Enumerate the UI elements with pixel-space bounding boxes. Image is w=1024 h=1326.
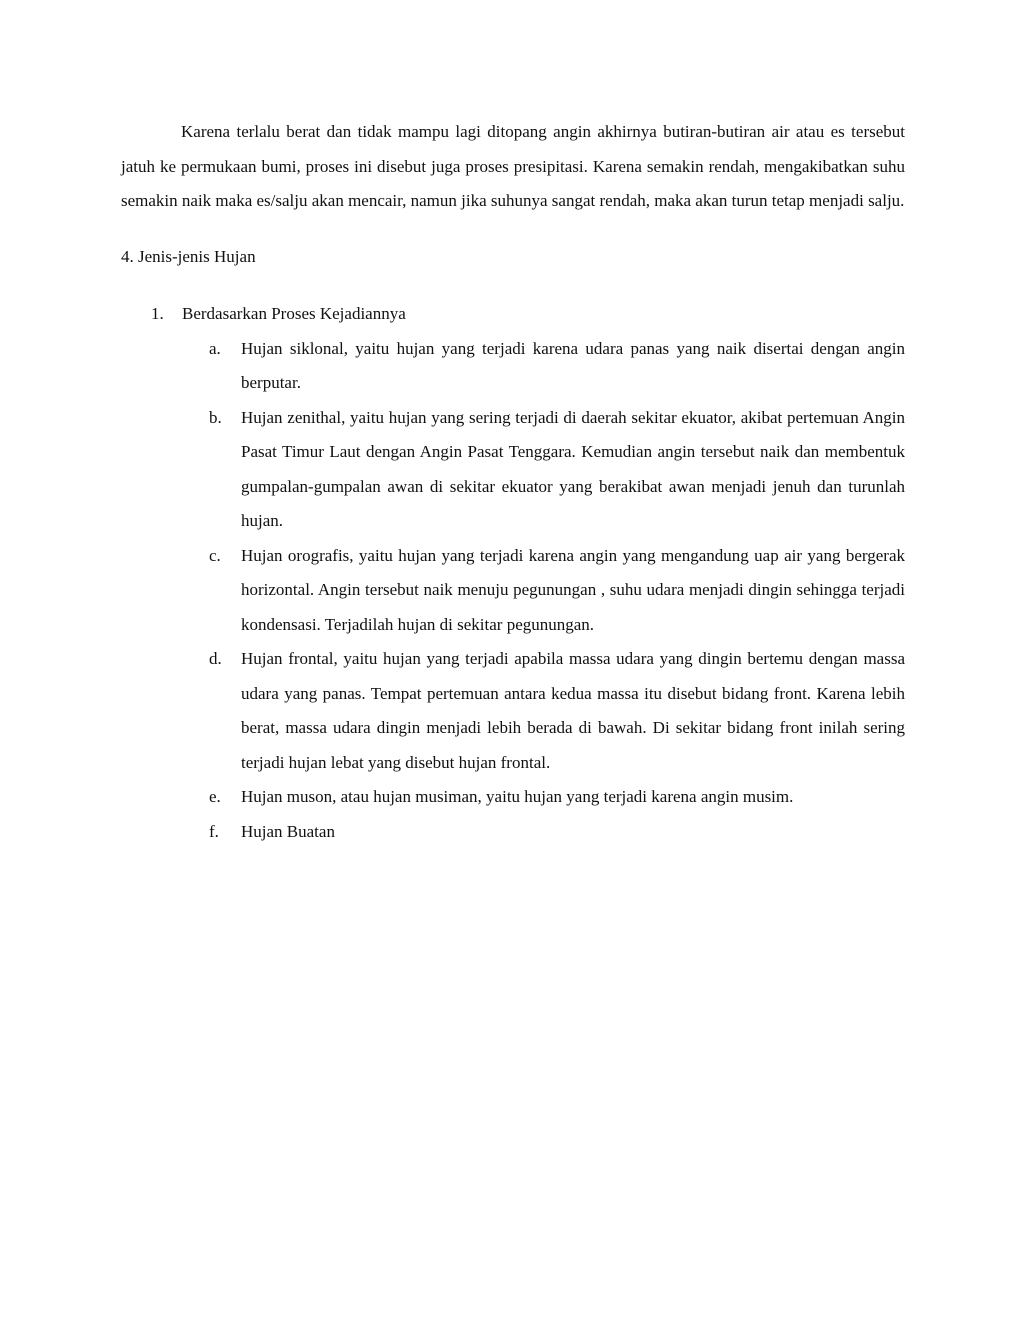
sub-list-item-b [121, 401, 905, 539]
sub-list-text: Hujan muson, atau hujan musiman, yaitu hujan yang terjadi karena angin musim. [241, 787, 794, 806]
sub-list-text: Hujan Buatan [241, 821, 335, 841]
sub-list-text: Hujan siklonal, yaitu hujan yang terjadi karena udara panas yang naik disertai dengan angin berputar. [241, 338, 905, 392]
document-content [121, 115, 905, 849]
sub-list-marker: b. [209, 407, 222, 427]
sub-list-item-e [121, 780, 905, 815]
sub-list [121, 332, 905, 850]
sub-list-marker: f. [209, 821, 219, 841]
sub-list-item-d [121, 642, 905, 780]
section-heading: 4. Jenis-jenis Hujan [121, 246, 256, 266]
body-paragraph: Karena terlalu berat dan tidak mampu lagi ditopang angin akhirnya butiran-butiran air atau es tersebut jatuh ke permukaan bumi, proses ini disebut juga proses presipitasi. Karena semakin rendah, mengakibatkan suhu semakin naik maka es/salju akan mencair, namun jika suhunya sangat rendah, maka akan turun tetap menjadi salju. [121, 122, 905, 210]
sub-list-item-a [121, 332, 905, 401]
sub-list-marker: d. [209, 649, 222, 668]
sub-list-item-c [121, 539, 905, 643]
sub-list-text: Hujan zenithal, yaitu hujan yang sering terjadi di daerah sekitar ekuator, akibat pertemuan Angin Pasat Timur Laut dengan Angin Pasat Tenggara. Kemudian angin tersebut naik dan membentuk gumpalan-gumpalan awan di sekitar ekuator yang berakibat awan menjadi jenuh dan turunlah hujan. [241, 407, 905, 530]
list-title: Berdasarkan Proses Kejadiannya [182, 304, 406, 323]
sub-list-marker: e. [209, 787, 221, 806]
sub-list-marker: c. [209, 545, 221, 565]
sub-list-item-f [121, 815, 905, 850]
sub-list-text: Hujan frontal, yaitu hujan yang terjadi apabila massa udara yang dingin bertemu dengan massa udara yang panas. Tempat pertemuan antara kedua massa itu disebut bidang front. Karena lebih berat, massa udara dingin menjadi lebih berada di bawah. Di sekitar bidang front inilah sering terjadi hujan lebat yang disebut hujan frontal. [241, 649, 905, 772]
list-number: 1. [151, 304, 164, 323]
numbered-list-item [121, 297, 905, 332]
sub-list-marker: a. [209, 338, 221, 358]
sub-list-text: Hujan orografis, yaitu hujan yang terjadi karena angin yang mengandung uap air yang bergerak horizontal. Angin tersebut naik menuju pegunungan , suhu udara menjadi dingin sehingga terjadi kondensasi. Terjadilah hujan di sekitar pegunungan. [241, 545, 905, 634]
